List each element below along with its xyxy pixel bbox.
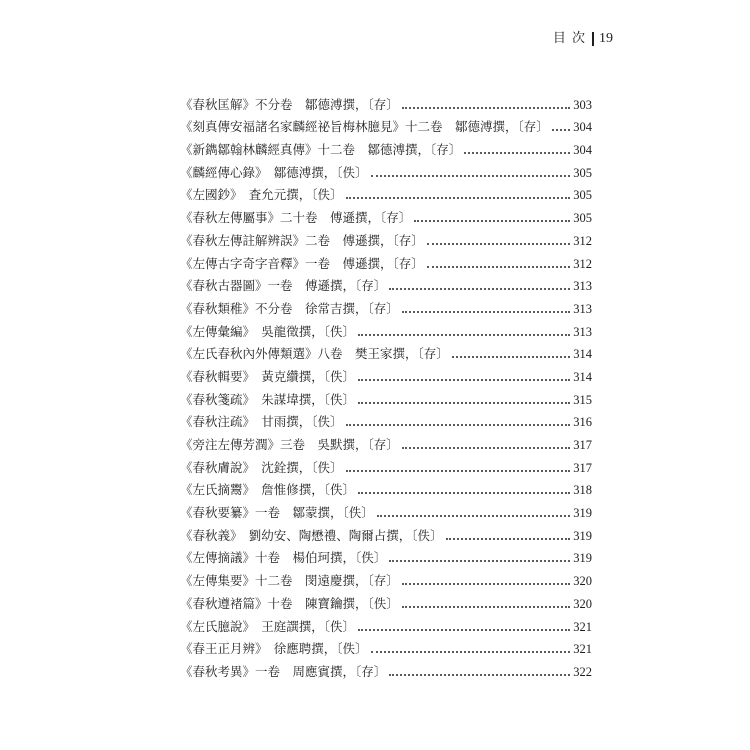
toc-entry (180, 294, 592, 317)
dot-leader (552, 129, 570, 131)
toc-entry (180, 657, 592, 680)
toc-entry-page: 313 (573, 279, 592, 294)
toc-entry (180, 408, 592, 431)
toc-entry-page: 317 (573, 460, 592, 475)
toc-entry-page: 320 (573, 574, 592, 589)
toc-entry-page: 312 (573, 233, 592, 248)
dot-leader (358, 379, 570, 381)
toc-entry-title: 《春秋注疏》 甘雨撰，〔佚〕 (180, 414, 343, 430)
toc-entry (180, 226, 592, 249)
toc-entry-title: 《春秋義》 劉幼安、陶懋禮、陶爾占撰，〔佚〕 (180, 527, 443, 543)
toc-entry-page: 312 (573, 256, 592, 271)
dot-leader (389, 674, 570, 676)
toc-entry (180, 612, 592, 635)
toc-entry-page: 317 (573, 438, 592, 452)
dot-leader (402, 311, 570, 313)
toc-entry-page: 305 (573, 211, 592, 226)
toc-entry (180, 476, 592, 499)
dot-leader (402, 447, 570, 449)
toc-entry (180, 272, 592, 295)
toc-entry-title: 《左國鈔》 査允元撰，〔佚〕 (180, 187, 343, 203)
toc-entry-page: 321 (573, 642, 592, 657)
dot-leader (358, 402, 570, 404)
toc-entry (180, 249, 592, 272)
toc-entry (180, 498, 592, 521)
dot-leader (427, 266, 570, 268)
toc-entry-title: 《新鐫鄒翰林麟經真傳》十二卷 鄒德溥撰，〔存〕 (180, 142, 462, 158)
toc-entry (180, 521, 592, 544)
toc-entry-page: 303 (573, 97, 592, 112)
toc-entry-page: 322 (573, 664, 592, 679)
toc-entry-title: 《左傳集要》十二卷 閔遠慶撰，〔存〕 (180, 573, 399, 589)
toc-entry-title: 《左傳彙編》 吳龍徵撰，〔佚〕 (180, 323, 356, 339)
toc-entry-page: 304 (573, 120, 592, 135)
dot-leader (446, 538, 571, 540)
toc-entry-title: 《左氏春秋內外傳類選》八卷 樊王家撰，〔存〕 (180, 346, 449, 362)
toc-entry (180, 566, 592, 589)
toc-entry-title: 《春秋箋疏》 朱謀㙔撰，〔佚〕 (180, 391, 356, 407)
toc-entry (180, 113, 592, 136)
toc-entry-title: 《左氏臆說》 王庭譔撰，〔佚〕 (180, 618, 356, 634)
section-title: 目 次 (552, 31, 586, 46)
toc-entry-page: 318 (573, 483, 592, 498)
toc-entry (180, 181, 592, 204)
toc-entry-page: 319 (573, 506, 592, 521)
dot-leader (402, 107, 570, 109)
toc-entry (180, 158, 592, 181)
toc-entry-title: 《春秋輯要》 黃克纘撰，〔佚〕 (180, 368, 356, 384)
toc-entry (180, 203, 592, 226)
toc-entry (180, 430, 592, 453)
toc-entry-page: 305 (573, 165, 592, 180)
dot-leader (377, 515, 570, 517)
toc-entry-title: 《春秋要纂》一卷 鄒蒙撰，〔佚〕 (180, 505, 374, 521)
dot-leader (358, 492, 570, 494)
toc-entry-title: 《春秋左傳註解辨誤》二卷 傅遜撰，〔存〕 (180, 232, 424, 248)
toc-entry-title: 《春秋古器圖》一卷 傅遜撰，〔存〕 (180, 278, 387, 294)
toc-entry-title: 《左傳古字奇字音釋》一卷 傅遜撰，〔存〕 (180, 255, 424, 271)
toc-entry-title: 《春秋考異》一卷 周應賓撰，〔存〕 (180, 663, 387, 679)
dot-leader (346, 424, 571, 426)
toc-entry-title: 《刻真傳安福諸名家麟經祕旨梅林臆見》十二卷 鄒德溥撰，〔存〕 (180, 119, 549, 135)
toc-entry (180, 635, 592, 658)
toc-entry-title: 《春秋匡解》不分卷 鄒德溥撰，〔存〕 (180, 96, 399, 112)
toc-entry-page: 313 (573, 301, 592, 316)
toc-entry-page: 314 (573, 369, 592, 384)
toc-entry-title: 《左傳摘議》十卷 楊伯珂撰，〔佚〕 (180, 550, 387, 566)
toc-entry-page: 313 (573, 324, 592, 339)
toc-entry-page: 315 (573, 392, 592, 407)
toc-entry (180, 317, 592, 340)
toc-entry-page: 320 (573, 596, 592, 611)
toc-entry-page: 319 (573, 528, 592, 543)
running-header (553, 31, 613, 47)
toc-entry (180, 385, 592, 408)
toc-entry-page: 321 (573, 619, 592, 634)
dot-leader (402, 606, 570, 608)
dot-leader (371, 651, 571, 653)
toc-entry-page: 316 (573, 415, 592, 430)
dot-leader (414, 220, 570, 222)
dot-leader (427, 243, 570, 245)
toc-entry-title: 《春秋類稚》不分卷 徐常吉撰，〔存〕 (180, 300, 399, 316)
dot-leader (389, 288, 570, 290)
header-divider (592, 32, 594, 46)
toc-entry-title: 《春秋左傳屬事》二十卷 傅遜撰，〔存〕 (180, 210, 412, 226)
dot-leader (346, 197, 571, 199)
toc-entry (180, 90, 592, 113)
dot-leader (402, 583, 570, 585)
toc-entry (180, 362, 592, 385)
toc-entry-title: 《春秋膚說》 沈銓撰，〔佚〕 (180, 459, 343, 475)
toc-entry-page: 305 (573, 188, 592, 203)
page-number: 19 (599, 31, 613, 46)
dot-leader (358, 629, 570, 631)
toc-entry (180, 544, 592, 567)
toc-entry-title: 《春秋遵褚篇》十卷 陳寶鑰撰，〔佚〕 (180, 595, 399, 611)
toc-entry-title: 《麟經傳心錄》 鄒德溥撰，〔佚〕 (180, 164, 368, 180)
toc-entry-page: 314 (573, 347, 592, 362)
toc-entry-page: 304 (573, 143, 592, 158)
toc-entry (180, 589, 592, 612)
toc-entry (180, 340, 592, 363)
toc-entry-page: 319 (573, 551, 592, 566)
dot-leader (452, 356, 570, 358)
toc-entry (180, 453, 592, 476)
dot-leader (464, 152, 570, 154)
toc-entry (180, 135, 592, 158)
table-of-contents (180, 90, 592, 680)
dot-leader (389, 560, 570, 562)
dot-leader (358, 334, 570, 336)
toc-entry-title: 《春王正月辨》 徐應聘撰，〔佚〕 (180, 641, 368, 657)
toc-entry-title: 《左氏摘鬻》 詹惟修撰，〔佚〕 (180, 482, 356, 498)
dot-leader (371, 175, 571, 177)
dot-leader (346, 470, 571, 472)
toc-entry-title: 《旁注左傳芳潤》三卷 吳默撰，〔存〕 (180, 437, 399, 452)
